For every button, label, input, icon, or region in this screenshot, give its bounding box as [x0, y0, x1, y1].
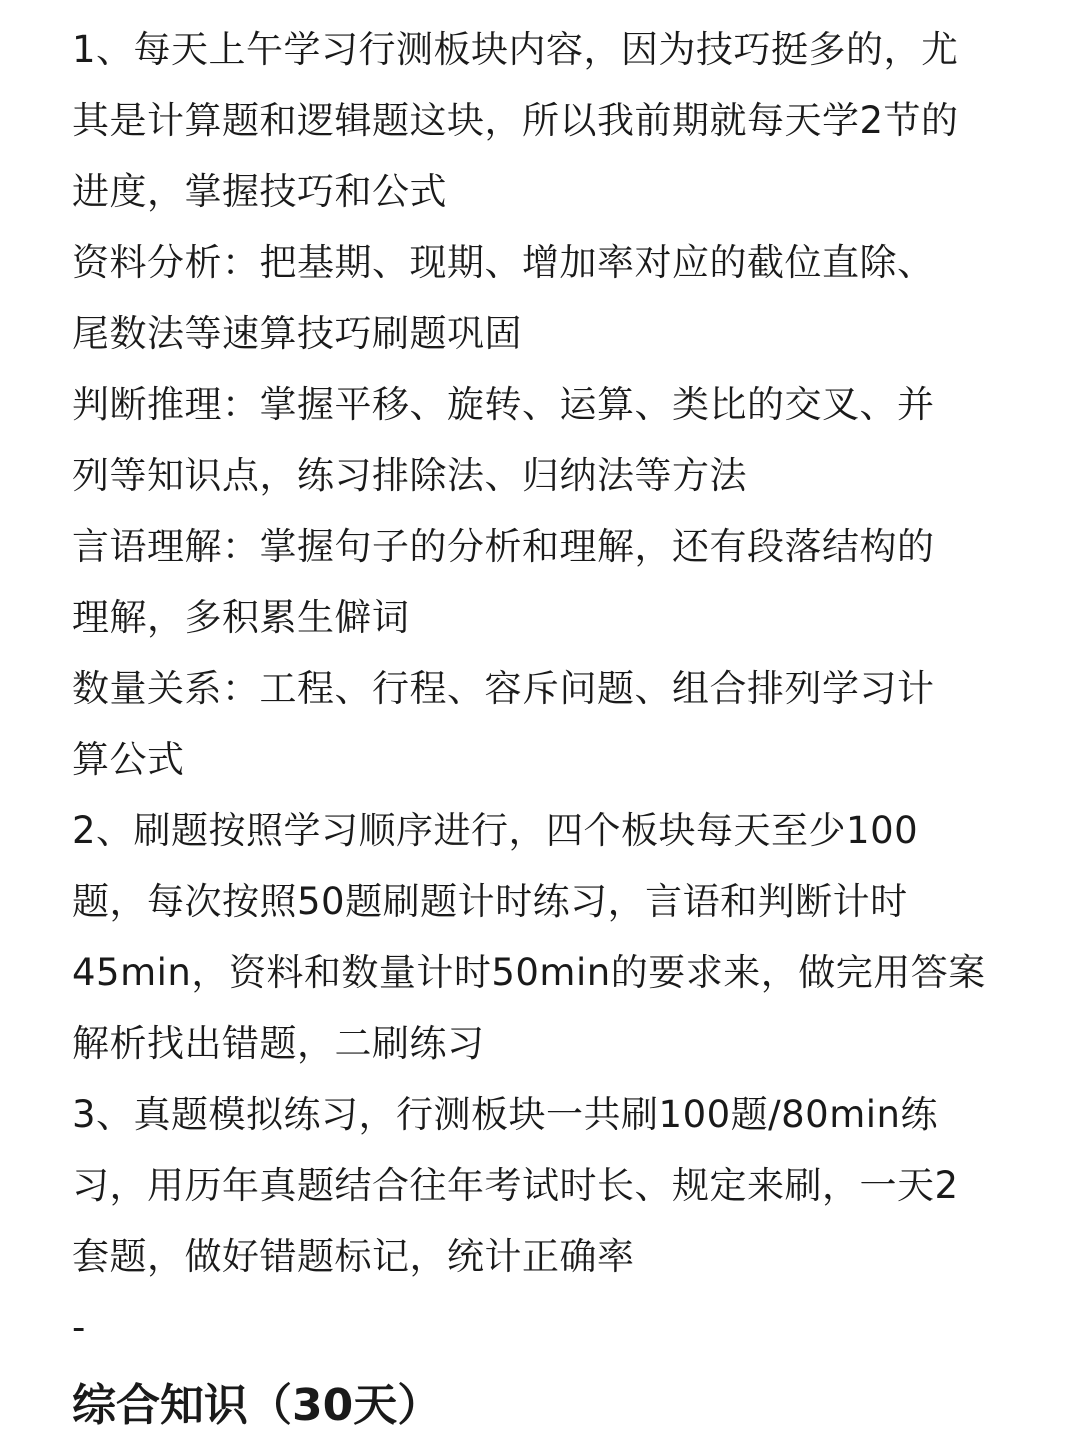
text-line: 其是计算题和逻辑题这块，所以我前期就每天学2节的 — [72, 99, 959, 142]
text-line: 理解，多积累生僻词 — [72, 596, 410, 639]
text-line: 套题，做好错题标记，统计正确率 — [72, 1235, 635, 1278]
article-body — [72, 14, 1017, 1443]
text-line: 资料分析：把基期、现期、增加率对应的截位直除、 — [72, 241, 935, 284]
text-line: 判断推理：掌握平移、旋转、运算、类比的交叉、并 — [72, 383, 935, 426]
text-line: 题，每次按照50题刷题计时练习，言语和判断计时 — [72, 880, 908, 923]
text-line: 3、真题模拟练习，行测板块一共刷100题/80min练 — [72, 1093, 938, 1136]
text-line: 数量关系：工程、行程、容斥问题、组合排列学习计 — [72, 667, 935, 710]
text-line: 习，用历年真题结合往年考试时长、规定来刷，一天2 — [72, 1164, 959, 1207]
text-line: 45min，资料和数量计时50min的要求来，做完用答案 — [72, 951, 986, 994]
text-line: 言语理解：掌握句子的分析和理解，还有段落结构的 — [72, 525, 935, 568]
text-line: 尾数法等速算技巧刷题巩固 — [72, 312, 522, 355]
text-line: 进度，掌握技巧和公式 — [72, 170, 447, 213]
text-line: 2、刷题按照学习顺序进行，四个板块每天至少100 — [72, 809, 919, 852]
section-heading: 综合知识（30天） — [72, 1380, 442, 1431]
text-line: 算公式 — [72, 738, 185, 781]
text-line: 1、每天上午学习行测板块内容，因为技巧挺多的，尤 — [72, 28, 959, 71]
text-line: 解析找出错题，二刷练习 — [72, 1022, 485, 1065]
section-divider: - — [72, 1306, 86, 1349]
text-line: 列等知识点，练习排除法、归纳法等方法 — [72, 454, 747, 497]
